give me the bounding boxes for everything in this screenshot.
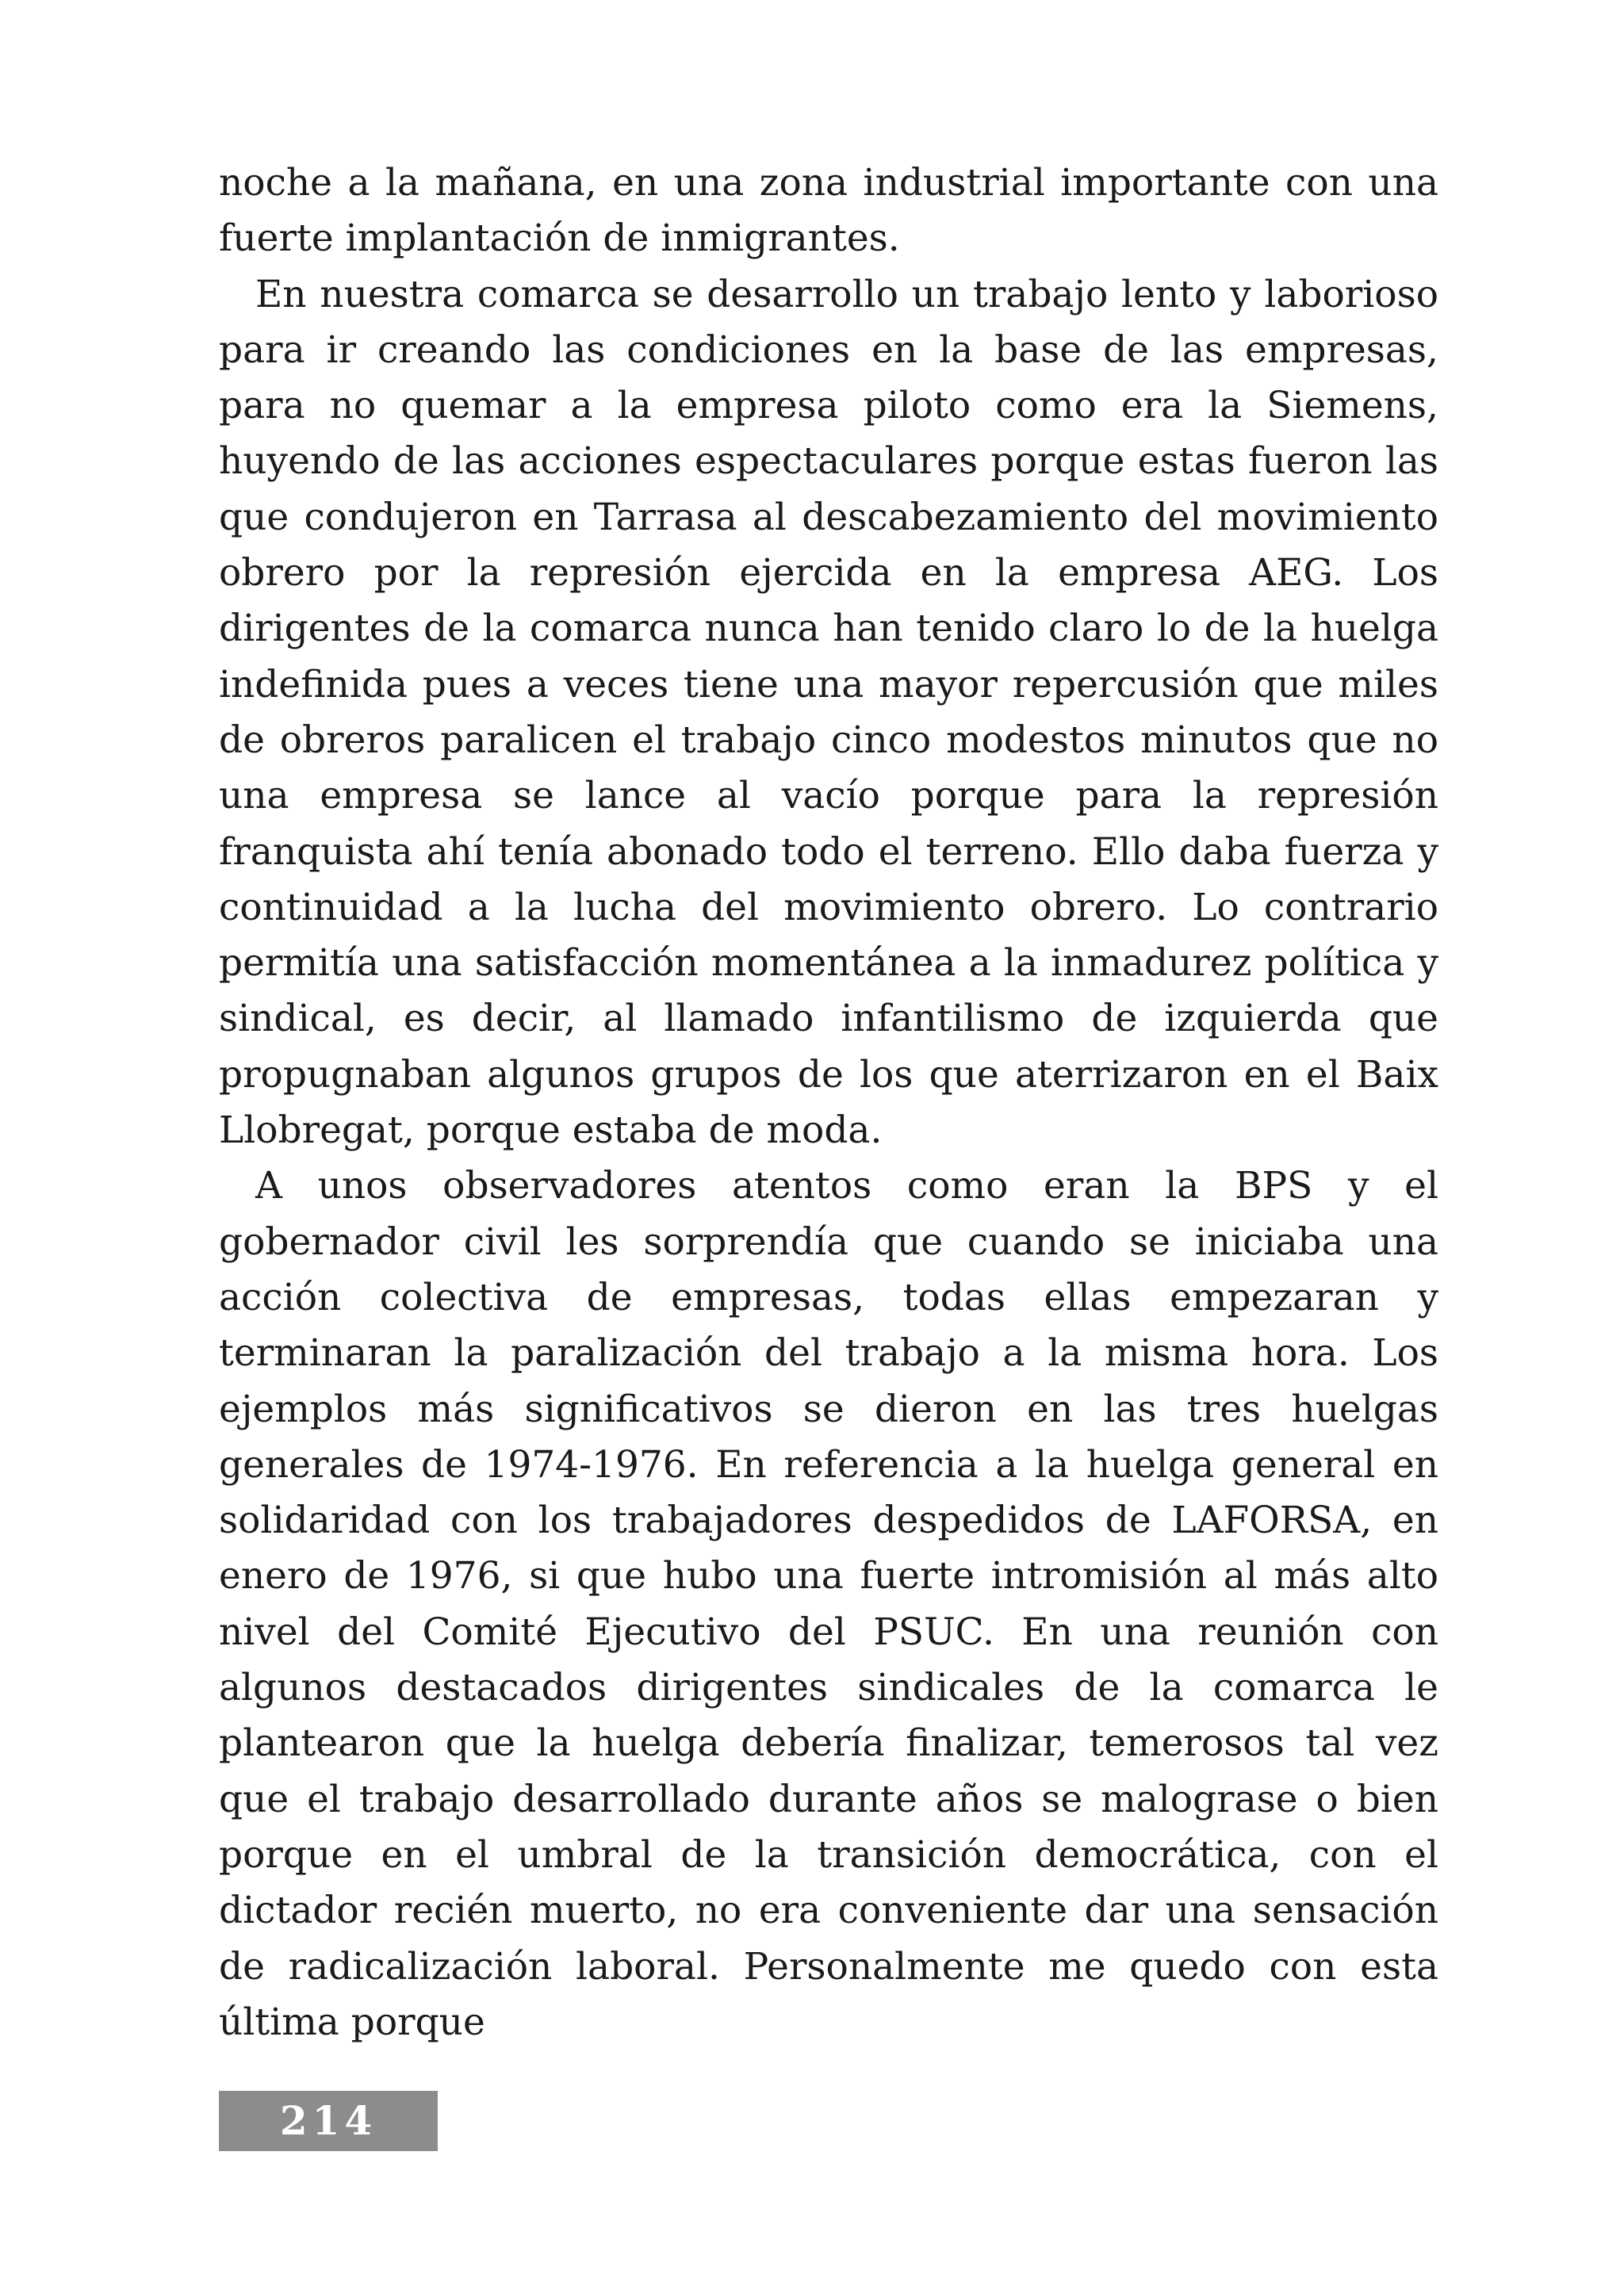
page-number: 214 — [219, 2091, 438, 2151]
body-text — [219, 155, 1438, 2050]
paragraph-comarca: En nuestra comarca se desarrollo un trabajo lento y laborioso para ir creando las condiciones en la base de las empresas, para no quemar a la empresa piloto como era la Siemens, huyendo de las acciones espectaculares porque estas fueron las que condujeron en Tarrasa al descabezamiento del movimiento obrero por la represión ejercida en la empresa AEG. Los dirigentes de la comarca nunca han tenido claro lo de la huelga indefinida pues a veces tiene una mayor repercusión que miles de obreros paralicen el trabajo cinco modestos minutos que no una empresa se lance al vacío porque para la represión franquista ahí tenía abonado todo el terreno. Ello daba fuerza y continuidad a la lucha del movimiento obrero. Lo contrario permitía una satisfacción momentánea a la inmadurez política y sindical, es decir, al llamado infantilismo de izquierda que propugnaban algunos grupos de los que aterrizaron en el Baix Llobregat, porque estaba de moda. — [219, 272, 1438, 1153]
paragraph-continuation: noche a la mañana, en una zona industrial importante con una fuerte implantación de inmigrantes. — [219, 161, 1438, 261]
paragraph-observadores: A unos observadores atentos como eran la BPS y el gobernador civil les sorprendía que cuando se iniciaba una acción colectiva de empresas, todas ellas empezaran y terminaran la paralización del trabajo a la misma hora. Los ejemplos más significativos se dieron en las tres huelgas generales de 1974-1976. En referencia a la huelga general en solidaridad con los trabajadores despedidos de LAFORSA, en enero de 1976, si que hubo una fuerte intromisión al más alto nivel del Comité Ejecutivo del PSUC. En una reunión con algunos destacados dirigentes sindicales de la comarca le plantearon que la huelga debería finalizar, temerosos tal vez que el trabajo desarrollado durante años se malograse o bien porque en el umbral de la transición democrática, con el dictador recién muerto, no era conveniente dar una sensación de radicalización laboral. Personalmente me quedo con esta última porque — [219, 1164, 1438, 2044]
